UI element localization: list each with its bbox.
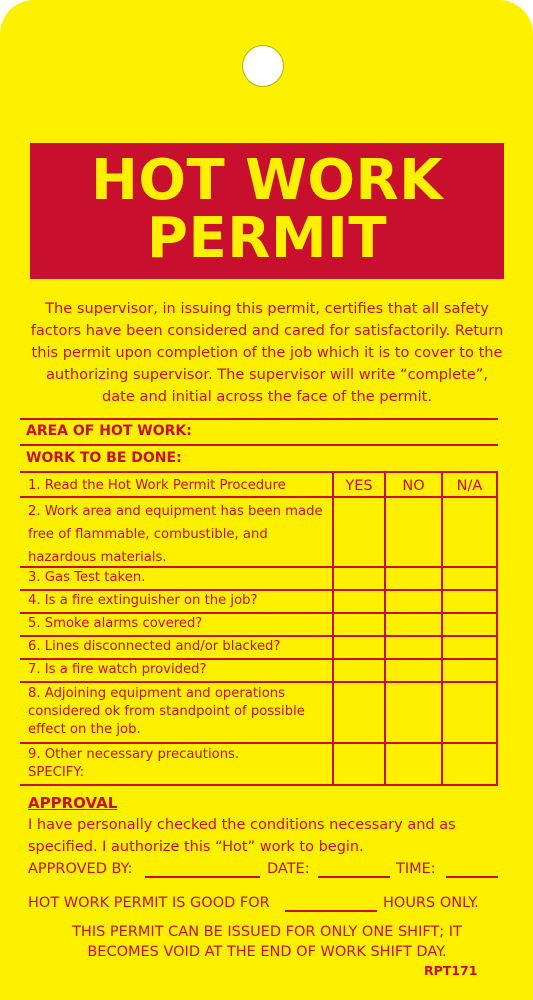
checklist-item: 4. Is a fire extinguisher on the job?	[28, 593, 258, 608]
time-label: TIME:	[396, 861, 436, 877]
column-yes: YES	[345, 478, 373, 494]
approved-by-label: APPROVED BY:	[28, 861, 133, 877]
column-no: NO	[402, 478, 425, 494]
approval-statement-line-2: specified. I authorize this “Hot” work to begin.	[28, 839, 364, 855]
rule	[20, 471, 498, 473]
checklist-item: 7. Is a fire watch provided?	[28, 662, 207, 677]
product-code: RPT171	[424, 963, 478, 978]
work-to-be-done-label: WORK TO BE DONE:	[26, 450, 182, 466]
shift-note-line-1: THIS PERMIT CAN BE ISSUED FOR ONLY ONE SHIFT; IT	[72, 924, 462, 940]
shift-note-line-2: BECOMES VOID AT THE END OF WORK SHIFT DAY.	[87, 944, 447, 960]
checklist-item: 3. Gas Test taken.	[28, 570, 146, 585]
title-banner	[30, 143, 504, 279]
rule	[20, 444, 498, 446]
hours-line	[285, 910, 377, 912]
rule	[20, 418, 498, 420]
checklist-item: 8. Adjoining equipment and operations considered ok from standpoint of possible effect on the job.	[28, 686, 305, 737]
approval-statement-line-1: I have personally checked the conditions necessary and as	[28, 817, 456, 833]
hours-only-label: HOURS ONLY.	[383, 895, 479, 911]
good-for-label: HOT WORK PERMIT IS GOOD FOR	[28, 895, 270, 911]
area-of-hot-work-label: AREA OF HOT WORK:	[26, 423, 192, 439]
column-na: N/A	[456, 478, 483, 494]
title-line-1: HOT WORK	[90, 148, 444, 213]
title-line-2: PERMIT	[146, 206, 388, 271]
checklist-item: 5. Smoke alarms covered?	[28, 616, 203, 631]
time-line	[446, 876, 498, 878]
intro-paragraph: The supervisor, in issuing this permit, certifies that all safety factors have been considered and cared for satisfactorily. Return this permit upon completion of the job which it is to cover to the authorizing supervisor. The supervisor will write “complete”, date and initial across the face of the permit.	[30, 300, 504, 405]
date-line	[318, 876, 390, 878]
approved-by-line	[145, 876, 260, 878]
date-label: DATE:	[267, 861, 310, 877]
tag-hole	[242, 45, 284, 87]
checklist-item: 6. Lines disconnected and/or blacked?	[28, 639, 281, 654]
checklist-item: 2. Work area and equipment has been made free of flammable, combustible, and hazardous materials.	[28, 504, 323, 565]
checklist-item: 9. Other necessary precautions. SPECIFY:	[28, 747, 240, 780]
approval-heading: APPROVAL	[28, 794, 118, 812]
checklist-item: 1. Read the Hot Work Permit Procedure	[28, 478, 286, 493]
